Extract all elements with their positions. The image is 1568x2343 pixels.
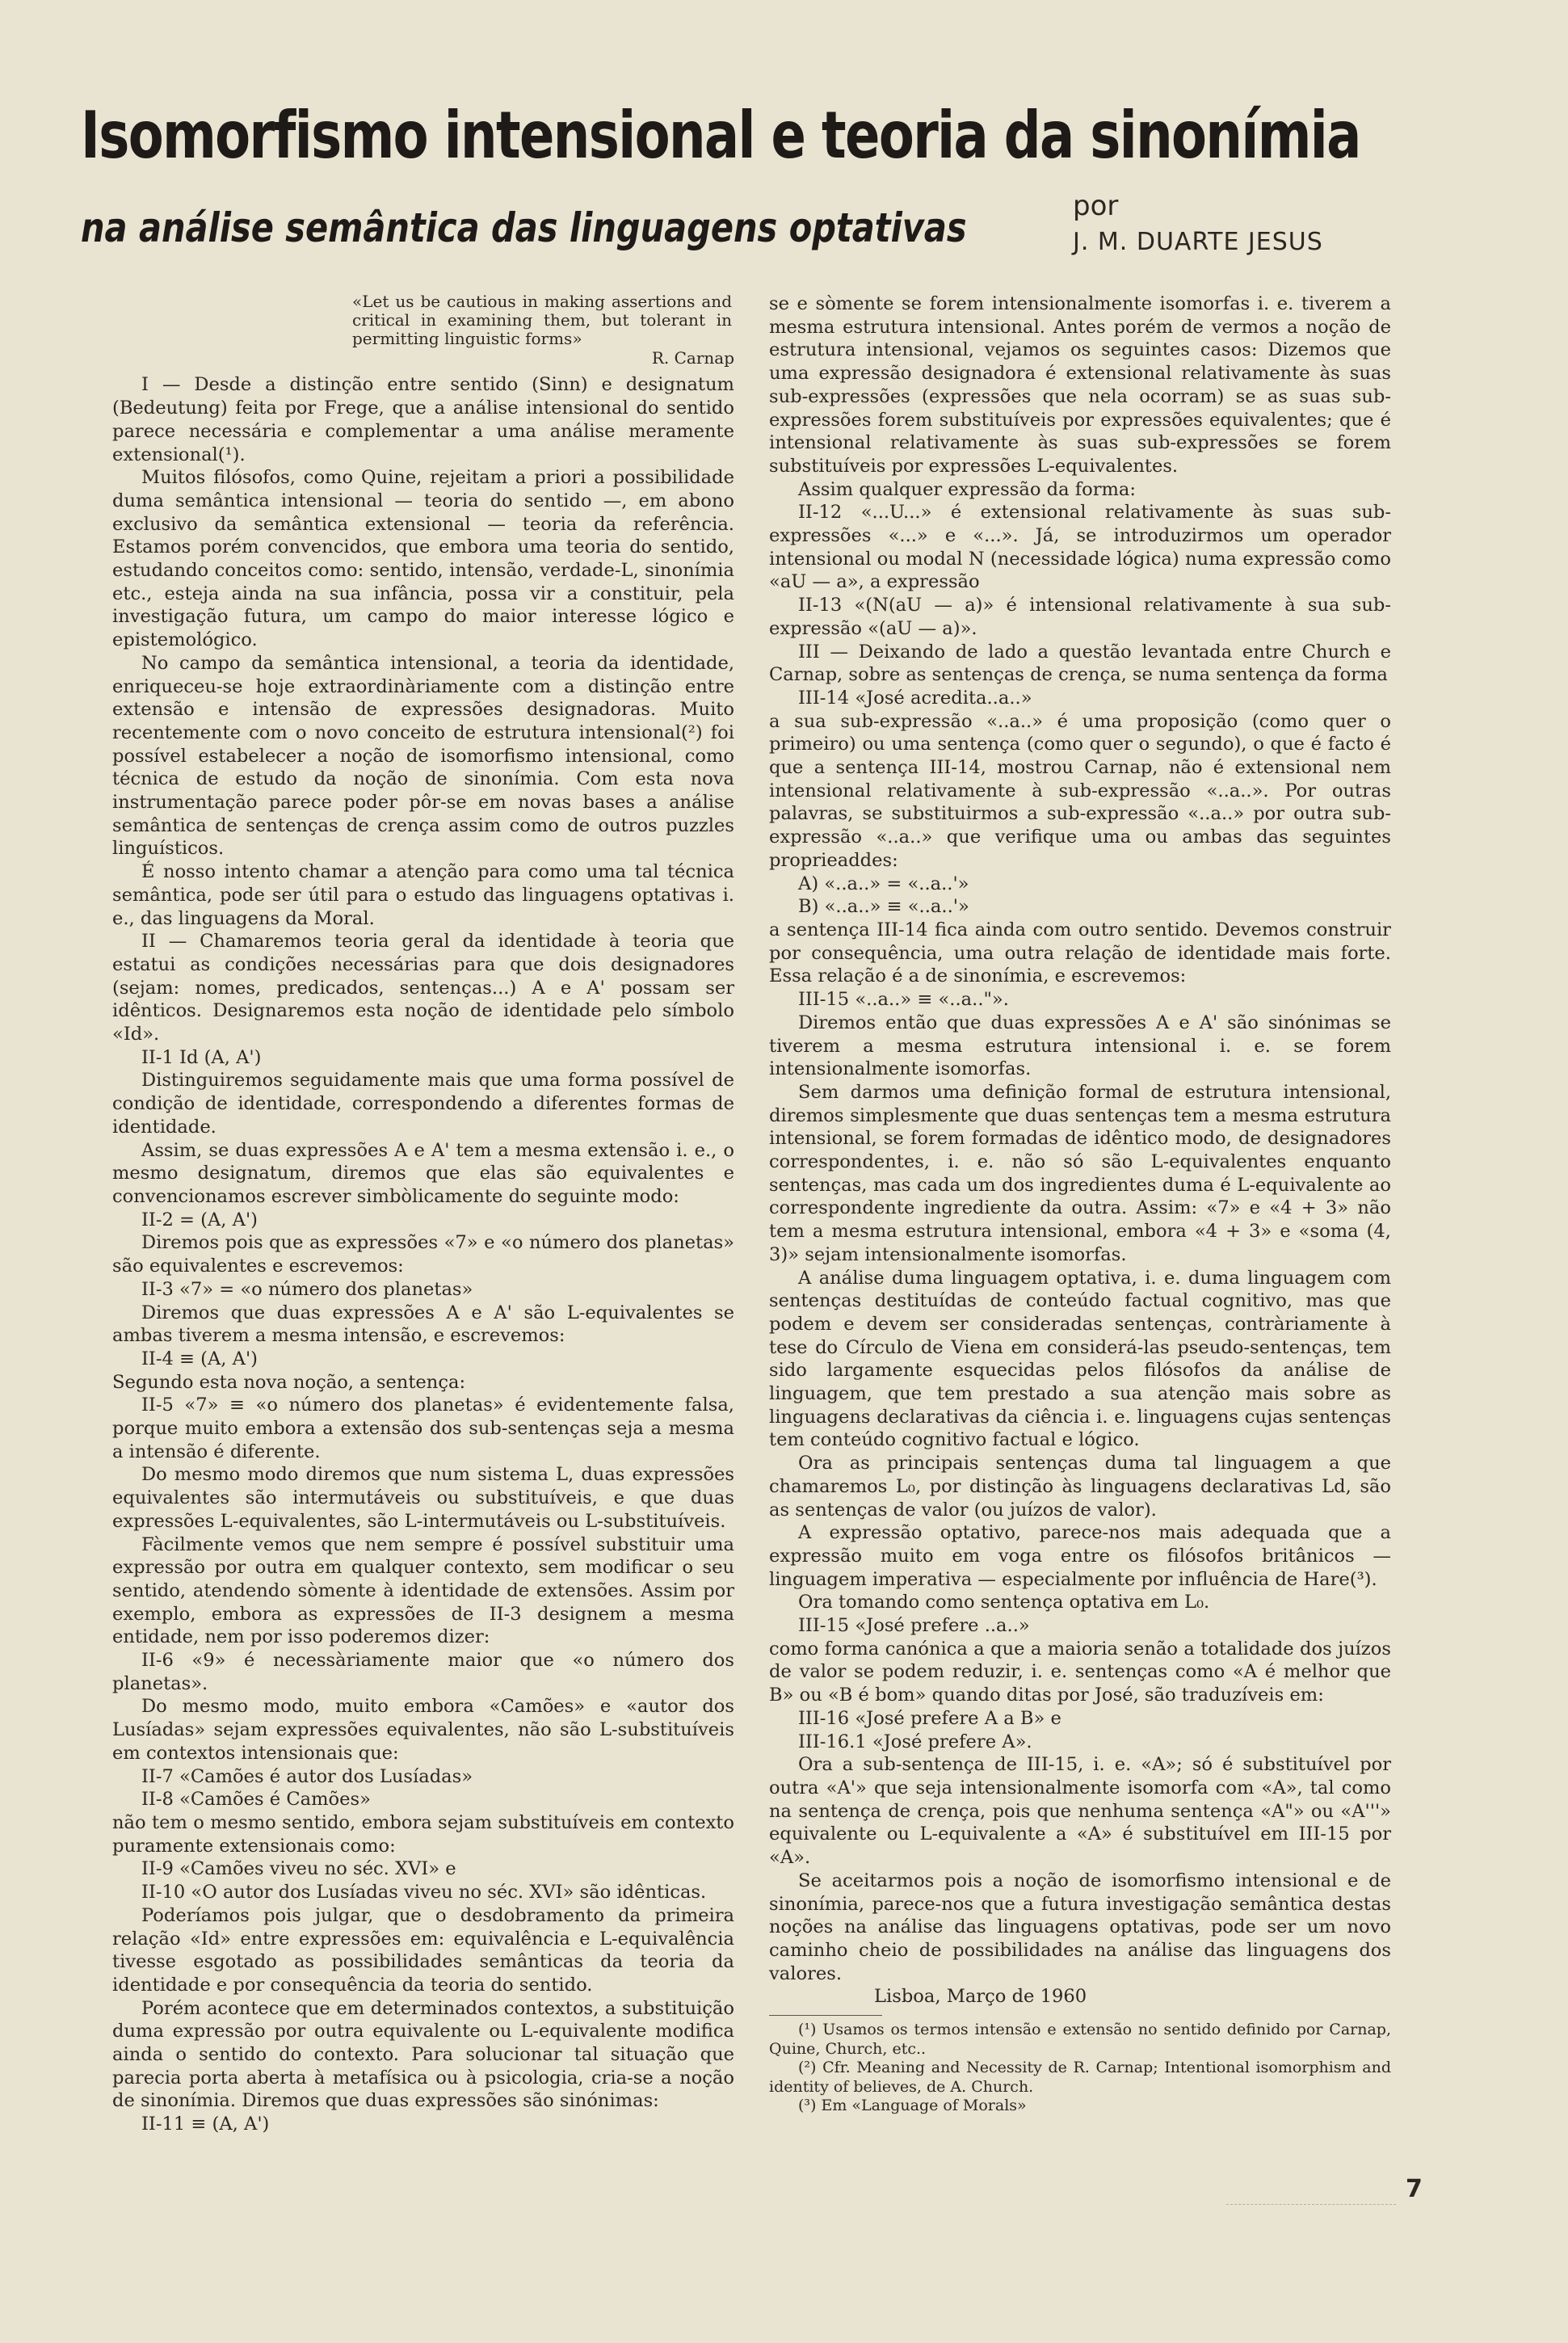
paragraph: Ora tomando como sentença optativa em L₀.	[798, 1592, 1210, 1613]
dateline: Lisboa, Março de 1960	[874, 1986, 1087, 2008]
formula: II-7 «Camões é autor dos Lusíadas»	[141, 1765, 473, 1787]
paragraph: Se aceitarmos pois a noção de isomorfismo intensional e de sinonímia, parece-nos que a futura investigação semântica destas noções na análise das linguagens optativas, pode ser um novo caminho cheio de possibilidades na análise das linguagens dos valores.	[769, 1870, 1391, 1984]
paragraph: No campo da semântica intensional, a teoria da identidade, enriqueceu-se hoje extraordinàriamente com a distinção entre extensão e intensão de expressões designadoras. Muito recentemente com o novo conceito de estrutura intensional(²) foi possível estabelecer a noção de isomorfismo intensional, como técnica de estudo da noção de sinonímia. Com esta nova instrumentação parece poder pôr-se em novas bases a análise semântica de sentenças de crença assim como de outros puzzles linguísticos.	[112, 652, 734, 860]
formula: II-9 «Camões viveu no séc. XVI» e	[141, 1858, 456, 1880]
paragraph: Diremos pois que as expressões «7» e «o número dos planetas» são equivalentes e escrevemos:	[112, 1232, 734, 1277]
paragraph: Porém acontece que em determinados contextos, a substituição duma expressão por outra equivalente ou L-equivalente modifica ainda o sentido do contexto. Para solucionar tal situação que parecia porta aberta à metafísica ou à psicologia, cria-se a noção de sinonímia. Diremos que duas expressões são sinónimas:	[112, 1997, 734, 2112]
epigraph-quote: «Let us be cautious in making assertions and critical in examining them, but tolerant in permitting linguistic forms»	[352, 292, 732, 348]
article-title: Isomorfismo intensional e teoria da sinonímia	[81, 98, 1360, 173]
paragraph: É nosso intento chamar a atenção para como uma tal técnica semântica, pode ser útil para o estudo das linguagens optativas i. e., das linguagens da Moral.	[112, 861, 734, 929]
formula: A) «..a..» = «..a..'»	[798, 873, 969, 894]
paragraph: III — Deixando de lado a questão levantada entre Church e Carnap, sobre as sentenças de crença, se numa sentença da forma	[769, 641, 1391, 686]
paragraph: Distinguiremos seguidamente mais que uma forma possível de condição de identidade, correspondendo a diferentes formas de identidade.	[112, 1070, 734, 1138]
formula: II-2 = (A, A')	[141, 1209, 258, 1230]
paragraph: Sem darmos uma definição formal de estrutura intensional, diremos simplesmente que duas sentenças tem a mesma estrutura intensional, se forem formadas de idêntico modo, de designadores correspondentes, i. e. não só são L-equivalentes enquanto sentenças, mas cada um dos ingredientes duma é L-equivalente ao correspondente ingrediente da outra. Assim: «7» e «4 + 3» não tem a mesma estrutura intensional, embora «4 + 3» e «soma (4, 3)» sejam intensionalmente isomorfas.	[769, 1081, 1391, 1265]
formula: II-1 Id (A, A')	[141, 1046, 262, 1068]
formula: II-11 ≡ (A, A')	[141, 2114, 270, 2135]
paragraph: Diremos que duas expressões A e A' são L-equivalentes se ambas tiverem a mesma intensão, e escrevemos:	[112, 1302, 734, 1347]
paragraph: Assim, se duas expressões A e A' tem a mesma extensão i. e., o mesmo designatum, diremos que elas são equivalentes e convencionamos escrever simbòlicamente do seguinte modo:	[112, 1139, 734, 1207]
paragraph: Do mesmo modo, muito embora «Camões» e «autor dos Lusíadas» sejam expressões equivalentes, não são L-substituíveis em contextos intensionais que:	[112, 1696, 734, 1764]
paragraph: Ora a sub-sentença de III-15, i. e. «A»; só é substituível por outra «A'» que seja intensionalmente isomorfa com «A», tal como na sentença de crença, pois que nenhuma sentença «A"» ou «A'''» equivalente ou L-equivalente a «A» é substituível em III-15 por «A».	[769, 1754, 1391, 1869]
footnote-rule	[769, 2015, 882, 2016]
epigraph-source: R. Carnap	[651, 348, 734, 368]
decorative-rule	[1226, 2204, 1396, 2205]
paragraph: Do mesmo modo diremos que num sistema L, duas expressões equivalentes são intermutáveis ou substituíveis, e que duas expressões L-equivalentes, são L-intermutáveis ou L-substituíveis.	[112, 1464, 734, 1532]
byline-por: por	[1073, 190, 1119, 222]
paragraph: Ora as principais sentenças duma tal linguagem a que chamaremos L₀, por distinção às linguagens declarativas Ld, são as sentenças de valor (ou juízos de valor).	[769, 1453, 1391, 1521]
paragraph: II-12 «...U...» é extensional relativamente às suas sub-expressões «...» e «...». Já, se introduzirmos um operador intensional ou modal N (necessidade lógica) numa expressão como «aU — a», a expressão	[769, 502, 1391, 593]
formula: III-16.1 «José prefere A».	[798, 1731, 1032, 1752]
paragraph: não tem o mesmo sentido, embora sejam substituíveis em contexto puramente extensionais como:	[112, 1811, 734, 1857]
paragraph: Assim qualquer expressão da forma:	[798, 478, 1136, 500]
article-subtitle: na análise semântica das linguagens optativas	[81, 204, 967, 251]
author-name: J. M. DUARTE JESUS	[1073, 228, 1323, 256]
paragraph: se e sòmente se forem intensionalmente isomorfas i. e. tiverem a mesma estrutura intensional. Antes porém de vermos a noção de estrutura intensional, vejamos os seguintes casos: Dizemos que uma expressão designadora é extensional relativamente às suas sub-expressões (expressões que nela ocorram) se as suas sub-expressões forem substituíveis por expressões equivalentes; que é intensional relativamente às suas sub-expressões se forem substituíveis por expressões L-equivalentes.	[769, 293, 1391, 477]
paragraph: Segundo esta nova noção, a sentença:	[112, 1371, 466, 1393]
footnote: (²) Cfr. Meaning and Necessity de R. Carnap; Intentional isomorphism and identity of believes, de A. Church.	[769, 2059, 1391, 2096]
formula: II-6 «9» é necessàriamente maior que «o número dos planetas».	[112, 1650, 734, 1694]
formula: II-3 «7» = «o número dos planetas»	[141, 1278, 473, 1300]
paragraph: A análise duma linguagem optativa, i. e. duma linguagem com sentenças destituídas de conteúdo factual cognitivo, mas que podem e devem ser consideradas sentenças, contràriamente à tese do Círculo de Viena em considerá-las pseudo-sentenças, tem sido largamente esquecidas pelos filósofos da análise de linguagem, que tem prestado a sua atenção mais sobre as linguagens declarativas da ciência i. e. linguagens cujas sentenças tem conteúdo cognitivo factual e lógico.	[769, 1267, 1391, 1451]
paragraph: A expressão optativo, parece-nos mais adequada que a expressão muito em voga entre os filósofos britânicos — linguagem imperativa — especialmente por influência de Hare(³).	[769, 1522, 1391, 1590]
byline	[1073, 191, 1323, 259]
paragraph: Muitos filósofos, como Quine, rejeitam a priori a possibilidade duma semântica intensional — teoria do sentido —, em abono exclusivo da semântica extensional — teoria da referência. Estamos porém convencidos, que embora uma teoria do sentido, estudando conceitos como: sentido, intensão, verdade-L, sinonímia etc., esteja ainda na sua infância, possa vir a constituir, pela investigação futura, um campo do maior interesse lógico e epistemológico.	[112, 467, 734, 651]
paragraph: como forma canónica a que a maioria senão a totalidade dos juízos de valor se podem reduzir, i. e. sentenças como «A é melhor que B» ou «B é bom» quando ditas por José, são traduzíveis em:	[769, 1638, 1391, 1706]
footnote: (³) Em «Language of Morals»	[798, 2097, 1027, 2115]
formula: III-15 «José prefere ..a..»	[798, 1615, 1030, 1637]
formula: III-16 «José prefere A a B» e	[798, 1707, 1061, 1729]
paragraph: a sua sub-expressão «..a..» é uma proposição (como quer o primeiro) ou uma sentença (como quer o segundo), o que é facto é que a sentença III-14, mostrou Carnap, não é extensional nem intensional relativamente à sub-expressão «..a..». Por outras palavras, se substituirmos a sub-expressão «..a..» por outra sub-expressão «..a..» que verifique uma ou ambas das seguintes proprieaddes:	[769, 710, 1391, 871]
paragraph: a sentença III-14 fica ainda com outro sentido. Devemos construir por consequência, uma outra relação de identidade mais forte. Essa relação é a de sinonímia, e escrevemos:	[769, 919, 1391, 987]
paragraph: Fàcilmente vemos que nem sempre é possível substituir uma expressão por outra em qualquer contexto, sem modificar o seu sentido, atendendo sòmente à identidade de extensões. Assim por exemplo, embora as expressões de II-3 designem a mesma entidade, nem por isso poderemos dizer:	[112, 1533, 734, 1648]
formula: II-10 «O autor dos Lusíadas viveu no séc. XVI» são idênticas.	[141, 1882, 707, 1903]
formula: II-4 ≡ (A, A')	[141, 1348, 258, 1369]
right-column	[769, 292, 1391, 2116]
formula: II-8 «Camões é Camões»	[141, 1789, 371, 1811]
page-number: 7	[1406, 2175, 1423, 2203]
paragraph: Diremos então que duas expressões A e A' são sinónimas se tiverem a mesma estrutura intensional i. e. se forem intensionalmente isomorfas.	[769, 1012, 1391, 1080]
footnote: (¹) Usamos os termos intensão e extensão no sentido definido por Carnap, Quine, Church, etc..	[769, 2021, 1391, 2058]
paragraph: I — Desde a distinção entre sentido (Sinn) e designatum (Bedeutung) feita por Frege, que a análise intensional do sentido parece necessária e complementar a uma análise meramente extensional(¹).	[112, 374, 734, 465]
left-column	[112, 292, 734, 2136]
formula: III-15 «..a..» ≡ «..a.."».	[798, 989, 1009, 1011]
paragraph: Poderíamos pois julgar, que o desdobramento da primeira relação «Id» entre expressões em: equivalência e L-equivalência tivesse esgotado as possibilidades semânticas da teoria da identidade e por consequência da teoria do sentido.	[112, 1904, 734, 1996]
paragraph: II-5 «7» ≡ «o número dos planetas» é evidentemente falsa, porque muito embora a extensão dos sub-sentenças seja a mesma a intensão é diferente.	[112, 1394, 734, 1462]
paragraph: II — Chamaremos teoria geral da identidade à teoria que estatui as condições necessárias para que dois designadores (sejam: nomes, predicados, sentenças...) A e A' possam ser idênticos. Designaremos esta noção de identidade pelo símbolo «Id».	[112, 931, 734, 1045]
paragraph: II-13 «(N(aU — a)» é intensional relativamente à sua sub-expressão «(aU — a)».	[769, 595, 1391, 639]
formula: B) «..a..» ≡ «..a..'»	[798, 896, 969, 918]
formula: III-14 «José acredita..a..»	[798, 687, 1032, 709]
